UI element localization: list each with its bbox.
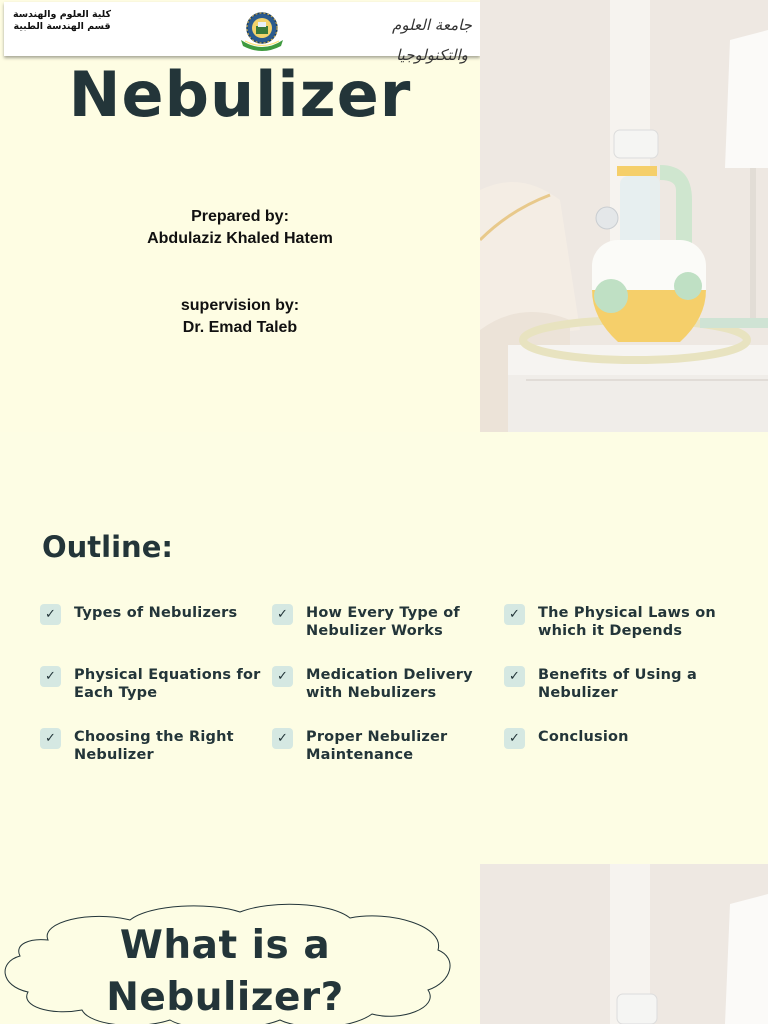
check-icon: ✓	[272, 728, 293, 749]
outline-item	[504, 666, 736, 702]
section-title	[0, 920, 450, 1024]
check-icon: ✓	[40, 604, 61, 625]
university-emblem-icon	[235, 10, 289, 52]
nebulizer-photo	[480, 0, 768, 432]
check-icon: ✓	[272, 604, 293, 625]
nebulizer-photo-repeat-illustration	[480, 864, 768, 1024]
prepared-by-label: Prepared by:	[191, 208, 289, 225]
outline-item-label: Choosing the Right Nebulizer	[74, 729, 234, 763]
check-icon: ✓	[504, 666, 525, 687]
check-icon: ✓	[504, 604, 525, 625]
section-title-line-2: Nebulizer?	[106, 975, 344, 1020]
outline-item	[40, 604, 272, 640]
outline-item-label: Types of Nebulizers	[74, 605, 238, 621]
outline-item	[40, 728, 272, 764]
nebulizer-photo-illustration	[480, 0, 768, 432]
outline-item	[504, 604, 736, 640]
outline-item-label: Physical Equations for Each Type	[74, 667, 261, 701]
supervision-block	[0, 295, 480, 339]
outline-title: Outline:	[42, 530, 173, 564]
outline-item	[40, 666, 272, 702]
supervision-name: Dr. Emad Taleb	[182, 319, 298, 336]
college-line-2: قسم الهندسة الطبية	[13, 21, 111, 32]
college-line-1: كلية العلوم والهندسة	[12, 9, 112, 20]
outline-item-label: Benefits of Using a Nebulizer	[538, 667, 697, 701]
outline-item-label: Proper Nebulizer Maintenance	[306, 729, 448, 763]
outline-item-label: Medication Delivery with Nebulizers	[306, 667, 473, 701]
supervision-label: supervision by:	[180, 297, 300, 314]
outline-item-label: How Every Type of Nebulizer Works	[306, 605, 460, 639]
check-icon: ✓	[40, 666, 61, 687]
title-slide	[0, 0, 768, 432]
nebulizer-photo-repeat	[480, 864, 768, 1024]
check-icon: ✓	[504, 728, 525, 749]
outline-item-label: The Physical Laws on which it Depends	[538, 605, 716, 639]
check-icon: ✓	[40, 728, 61, 749]
prepared-by-block	[0, 206, 480, 250]
header-banner	[4, 2, 480, 64]
outline-list	[40, 604, 740, 764]
check-icon: ✓	[272, 666, 293, 687]
main-title: Nebulizer	[68, 58, 412, 131]
section-title-line-1: What is a	[119, 923, 331, 968]
outline-item	[272, 666, 504, 702]
outline-item	[504, 728, 736, 764]
outline-item	[272, 604, 504, 640]
university-logo-text: جامعة العلوم والتكنولوجيا	[392, 16, 472, 64]
outline-item	[272, 728, 504, 764]
college-name	[12, 9, 112, 33]
outline-item-label: Conclusion	[538, 729, 629, 745]
prepared-by-name: Abdulaziz Khaled Hatem	[147, 230, 333, 247]
